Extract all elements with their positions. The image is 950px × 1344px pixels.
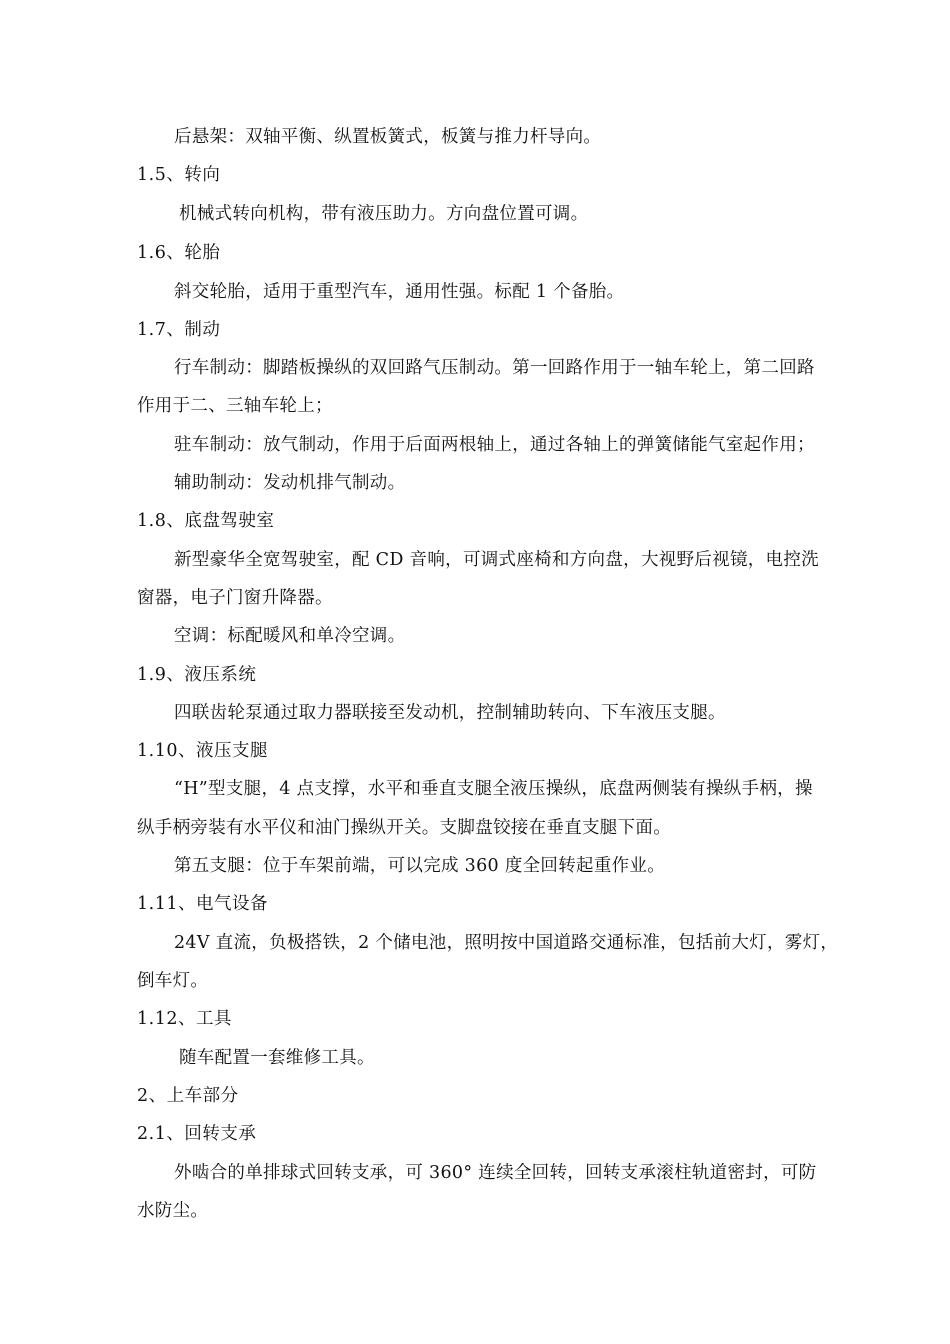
paragraph-outriggers-line1: “H”型支腿，4 点支撑，水平和垂直支腿全液压操纵，底盘两侧装有操纵手柄，操: [174, 779, 813, 799]
heading-1-9-hydraulics: 1.9、液压系统: [137, 665, 257, 685]
paragraph-slewing-line1: 外啮合的单排球式回转支承，可 360° 连续全回转，回转支承滚柱轨道密封，可防: [174, 1163, 817, 1183]
heading-1-8-cab: 1.8、底盘驾驶室: [137, 511, 275, 531]
paragraph-electrical-line1: 24V 直流，负极搭铁，2 个储电池，照明按中国道路交通标准，包括前大灯，雾灯，: [174, 933, 839, 953]
paragraph-electrical-line2: 倒车灯。: [137, 971, 209, 991]
heading-1-12-tools: 1.12、工具: [137, 1009, 232, 1029]
paragraph-cab-line1: 新型豪华全宽驾驶室，配 CD 音响，可调式座椅和方向盘，大视野后视镜，电控洗: [174, 550, 819, 570]
heading-1-5-steering: 1.5、转向: [137, 165, 221, 185]
paragraph-rear-suspension: 后悬架：双轴平衡、纵置板簧式，板簧与推力杆导向。: [174, 127, 602, 147]
heading-2-1-slewing-bearing: 2.1、回转支承: [137, 1124, 257, 1144]
heading-2-upper-section: 2、上车部分: [137, 1086, 239, 1106]
paragraph-fifth-outrigger: 第五支腿：位于车架前端，可以完成 360 度全回转起重作业。: [174, 856, 666, 876]
heading-1-7-brakes: 1.7、制动: [137, 320, 221, 340]
paragraph-air-conditioning: 空调：标配暖风和单冷空调。: [174, 626, 406, 646]
heading-1-6-tires: 1.6、轮胎: [137, 243, 221, 263]
paragraph-slewing-line2: 水防尘。: [137, 1201, 209, 1221]
paragraph-cab-line2: 窗器，电子门窗升降器。: [137, 588, 333, 608]
paragraph-hydraulics: 四联齿轮泵通过取力器联接至发动机，控制辅助转向、下车液压支腿。: [174, 703, 726, 723]
paragraph-service-brake-line2: 作用于二、三轴车轮上；: [137, 396, 333, 416]
paragraph-service-brake-line1: 行车制动：脚踏板操纵的双回路气压制动。第一回路作用于一轴车轮上，第二回路: [174, 358, 815, 378]
paragraph-steering: 机械式转向机构，带有液压助力。方向盘位置可调。: [179, 204, 589, 224]
paragraph-parking-brake: 驻车制动：放气制动，作用于后面两根轴上，通过各轴上的弹簧储能气室起作用；: [174, 435, 815, 455]
heading-1-11-electrical: 1.11、电气设备: [137, 894, 268, 914]
paragraph-outriggers-line2: 纵手柄旁装有水平仪和油门操纵开关。支脚盘铰接在垂直支腿下面。: [137, 818, 671, 838]
heading-1-10-outriggers: 1.10、液压支腿: [137, 741, 268, 761]
paragraph-tools: 随车配置一套维修工具。: [179, 1048, 375, 1068]
paragraph-tires: 斜交轮胎，适用于重型汽车，通用性强。标配 1 个备胎。: [174, 282, 625, 302]
paragraph-auxiliary-brake: 辅助制动：发动机排气制动。: [174, 473, 406, 493]
